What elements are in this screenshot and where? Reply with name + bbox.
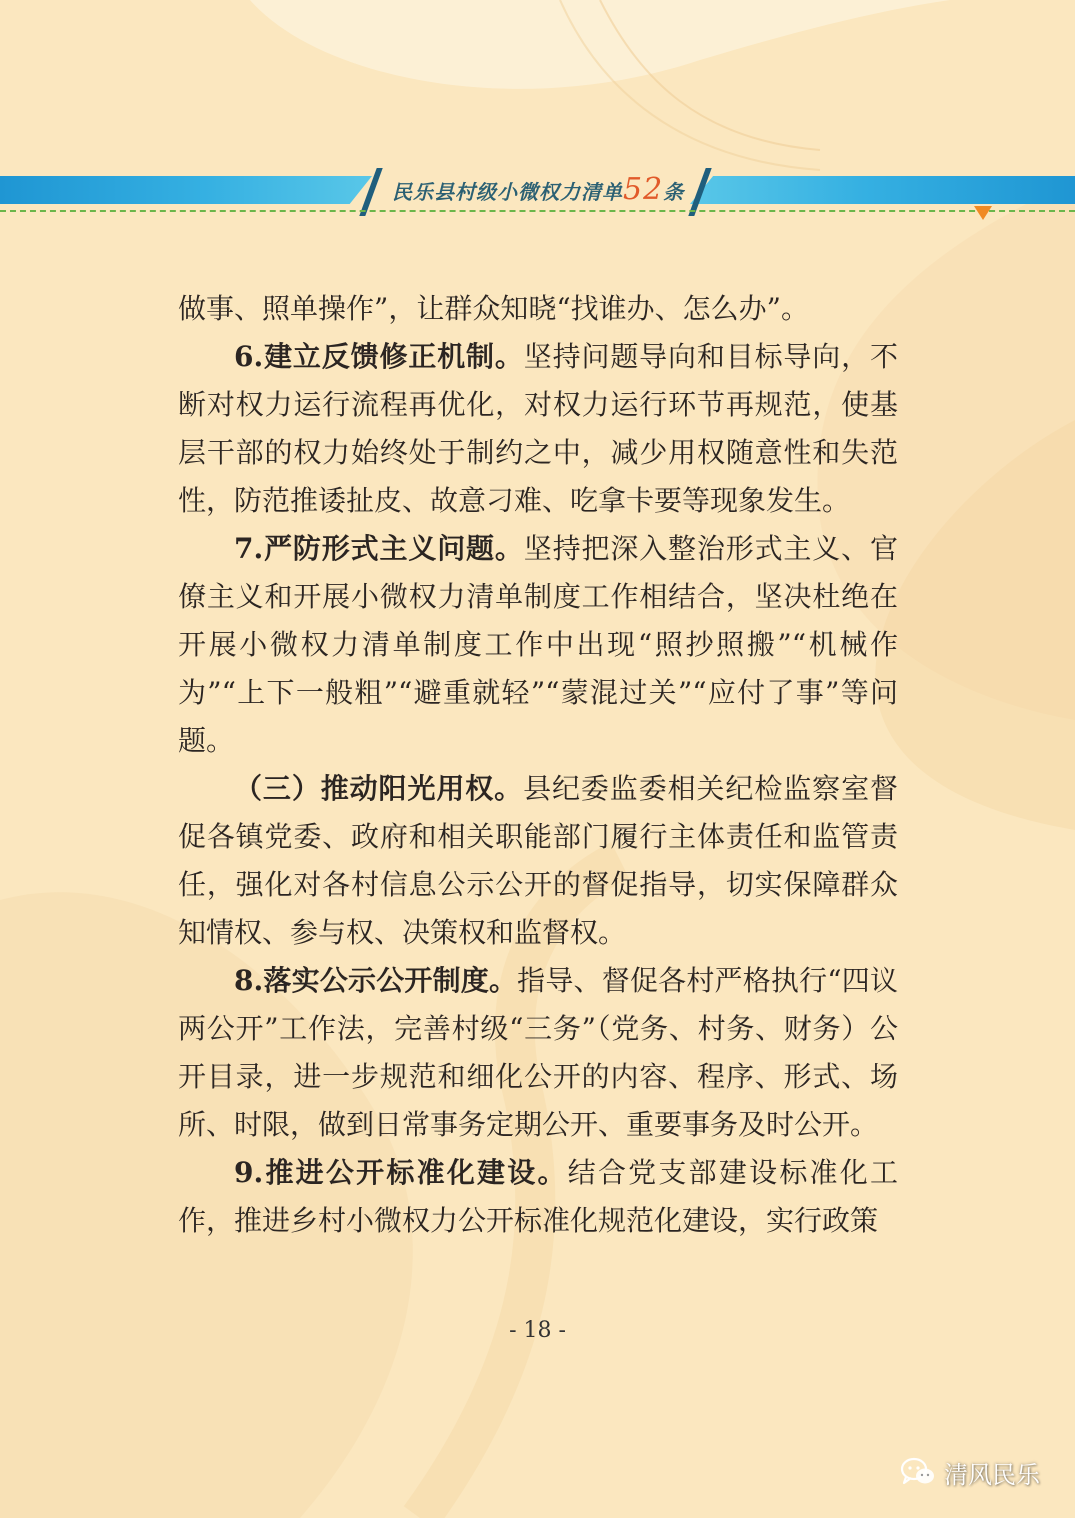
paragraph-text: 做事、照单操作”，让群众知晓“找谁办、怎么办”。 bbox=[178, 292, 809, 325]
page-number: - 18 - bbox=[509, 1318, 566, 1343]
header-title-suffix: 条 bbox=[663, 180, 685, 204]
watermark bbox=[900, 1452, 1040, 1492]
paragraph-text: 指导、督促各村严格执行“四议两公开”工作法，完善村级“三务”（党务、村务、财务）公开目录，进一步规范和细化公开的内容、程序、形式、场所、时限，做到日常事务定期公开、重要事务及时公开。 bbox=[178, 964, 898, 1141]
paragraph-text: 结合党支部建设标准化工作，推进乡村小微权力公开标准化规范化建设，实行政策 bbox=[178, 1156, 898, 1237]
paragraph-item-6 bbox=[178, 333, 898, 525]
header-title-number: 52 bbox=[623, 172, 664, 207]
paragraph-item-8 bbox=[178, 957, 898, 1149]
wechat-icon bbox=[900, 1457, 936, 1487]
paragraph-text: 县纪委监委相关纪检监察室督促各镇党委、政府和相关职能部门履行主体责任和监管责任，强化对各村信息公示公开的督促指导，切实保障群众知情权、参与权、决策权和监督权。 bbox=[178, 772, 898, 949]
header-divider-left bbox=[359, 168, 382, 216]
paragraph-item-9 bbox=[178, 1149, 898, 1245]
header-title bbox=[392, 170, 692, 210]
watermark-text: 清风民乐 bbox=[944, 1460, 1040, 1489]
paragraph-section-3 bbox=[178, 765, 898, 957]
paragraph-heading: 9.推进公开标准化建设。 bbox=[234, 1156, 568, 1189]
paragraph-text: 坚持问题导向和目标导向，不断对权力运行流程再优化，对权力运行环节再规范，使基层干部的权力始终处于制约之中，减少用权随意性和失范性，防范推诿扯皮、故意刁难、吃拿卡要等现象发生。 bbox=[178, 340, 898, 517]
paragraph-heading: 7.严防形式主义问题。 bbox=[234, 532, 524, 565]
header-dashed-line bbox=[0, 210, 1075, 212]
paragraph-continuation bbox=[178, 285, 898, 333]
header-band-left bbox=[0, 176, 372, 204]
paragraph-text: 坚持把深入整治形式主义、官僚主义和开展小微权力清单制度工作相结合，坚决杜绝在开展小微权力清单制度工作中出现“照抄照搬”“机械作为”“上下一般粗”“避重就轻”“蒙混过关”“应付了事”等问题。 bbox=[178, 532, 898, 757]
paragraph-heading: （三）推动阳光用权。 bbox=[234, 772, 524, 805]
paragraph-item-7 bbox=[178, 525, 898, 765]
page-header bbox=[0, 158, 1075, 238]
header-title-text: 民乐县村级小微权力清单 bbox=[392, 180, 623, 204]
paragraph-heading: 6.建立反馈修正机制。 bbox=[234, 340, 524, 373]
paragraph-heading: 8.落实公示公开制度。 bbox=[234, 964, 518, 997]
triangle-marker-icon bbox=[974, 206, 992, 220]
body-text bbox=[178, 285, 898, 1245]
header-band-right bbox=[690, 176, 1075, 204]
